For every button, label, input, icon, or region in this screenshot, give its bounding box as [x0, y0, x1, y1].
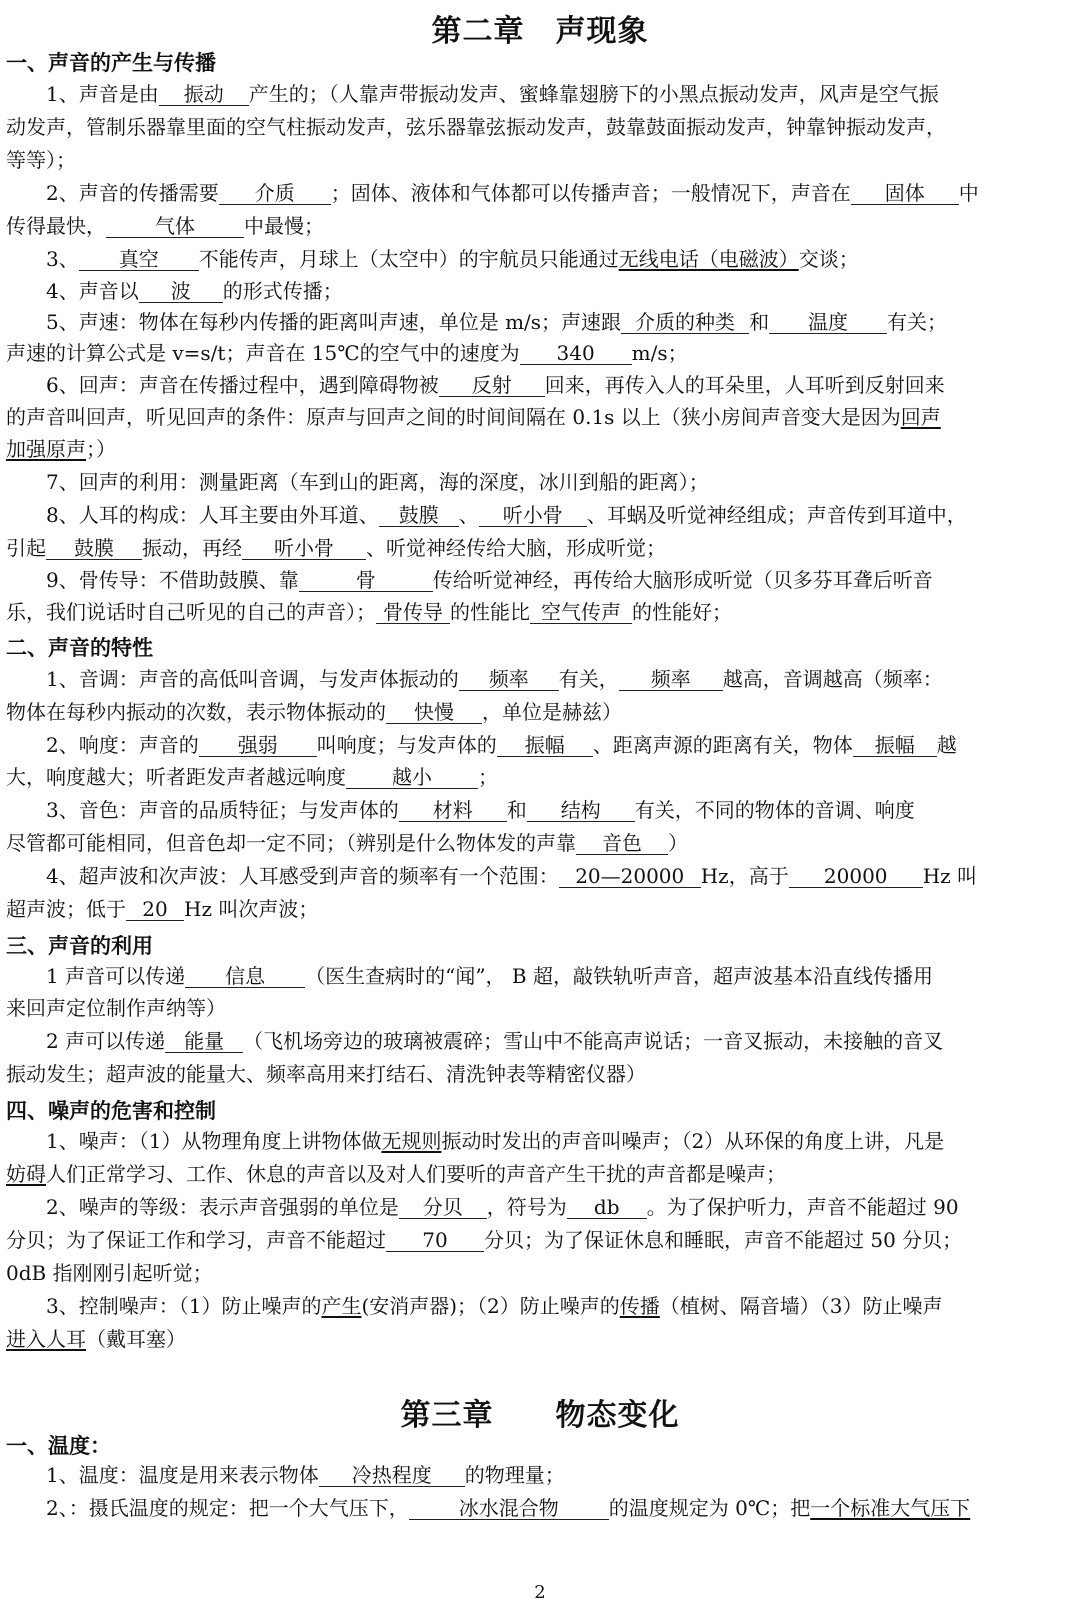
text-run: 有关； — [887, 310, 948, 334]
paragraph-line — [46, 373, 945, 397]
paragraph-line — [46, 1129, 944, 1153]
answer-blank: 波 — [139, 281, 223, 303]
answer-blank: 频率 — [459, 669, 559, 691]
text-run: ； — [478, 765, 498, 789]
answer-blank: 振动 — [159, 84, 249, 106]
text-run: 3、控制噪声：（1）防止噪声的 — [46, 1294, 322, 1318]
text-run: 中最慢； — [244, 214, 324, 238]
page-number: 2 — [534, 1582, 546, 1603]
paragraph-line — [46, 181, 979, 205]
paragraph-line — [6, 700, 622, 724]
paragraph-line — [6, 765, 498, 789]
text-run: 有关， — [558, 667, 619, 691]
text-run: 乐，我们说话时自己听见的自己的声音）； — [6, 600, 376, 624]
text-run: 产生的；（人靠声带振动发声、蜜蜂靠翅膀下的小黑点振动发声，风声是空气振 — [248, 82, 939, 106]
answer-blank: 反射 — [439, 375, 545, 397]
answer-blank: 20—20000 — [559, 866, 701, 888]
section-heading: 四、噪声的危害和控制 — [6, 1098, 216, 1123]
text-run: 2、响度：声音的 — [46, 733, 199, 757]
underlined-answer: 无规则 — [381, 1129, 442, 1153]
text-run: ；） — [86, 437, 116, 461]
answer-blank: 70 — [386, 1230, 484, 1252]
text-run: 。为了保护听力，声音不能超过 90 — [646, 1195, 959, 1219]
underlined-answer: 一个标准大气压下 — [810, 1496, 971, 1520]
text-run: 、距离声源的距离有关，物体 — [592, 733, 853, 757]
chapter-title: 第三章 物态变化 — [400, 1398, 680, 1433]
answer-blank: 介质 — [219, 183, 331, 205]
text-run: 振动时发出的声音叫噪声；（2）从环保的角度上讲，凡是 — [441, 1129, 945, 1153]
answer-blank: 20 — [126, 899, 184, 921]
paragraph-line — [46, 667, 943, 691]
text-run: 9、骨传导：不借助鼓膜、靠 — [46, 568, 299, 592]
text-run: （医生查病时的“闻”， B 超，敲铁轨听声音，超声波基本沿直线传播用 — [305, 964, 933, 988]
text-run: 的形式传播； — [222, 279, 343, 303]
text-run: 振动，再经 — [142, 536, 242, 560]
text-run: 的温度规定为 0℃；把 — [608, 1496, 811, 1520]
paragraph-line — [46, 798, 915, 822]
paragraph-line: 7、回声的利用：测量距离（车到山的距离，海的深度，冰川到船的距离）； — [46, 470, 709, 494]
text-run: 越 — [936, 733, 957, 757]
paragraph-line — [46, 1195, 959, 1219]
answer-blank: 冷热程度 — [319, 1465, 465, 1487]
text-run: 1、噪声：（1）从物理角度上讲物体做 — [46, 1129, 382, 1153]
text-run: 1、声音是由 — [46, 82, 159, 106]
text-run: ，单位是赫兹） — [482, 700, 622, 724]
underlined-answer: 进入人耳 — [6, 1327, 86, 1351]
answer-blank: 温度 — [769, 312, 887, 334]
answer-blank: 鼓膜 — [46, 538, 142, 560]
answer-blank: 骨 — [299, 570, 433, 592]
text-run: 人们正常学习、工作、休息的声音以及对人们要听的声音产生干扰的声音都是噪声； — [46, 1162, 786, 1186]
paragraph-line — [46, 310, 947, 334]
text-run: 2 声可以传递 — [46, 1029, 166, 1053]
underlined-answer: 传播 — [619, 1294, 660, 1318]
text-run: （戴耳塞） — [86, 1327, 186, 1351]
paragraph-line — [46, 247, 859, 271]
paragraph-line — [46, 733, 957, 757]
answer-blank: db — [567, 1197, 647, 1219]
text-run: 的声音叫回声，听见回声的条件：原声与回声之间的时间间隔在 0.1s 以上（狭小房间声音变大是因为 — [6, 405, 901, 429]
underlined-answer: 产生 — [321, 1294, 362, 1318]
text-run: 的性能好； — [632, 600, 732, 624]
text-run: 2、噪声的等级：表示声音强弱的单位是 — [46, 1195, 399, 1219]
text-run: 引起 — [6, 536, 46, 560]
text-run: Hz，高于 — [700, 864, 789, 888]
paragraph-line — [46, 1463, 565, 1487]
text-run: 传给听觉神经，再传给大脑形成听觉（贝多芬耳聋后听音 — [432, 568, 933, 592]
paragraph-line — [6, 437, 116, 461]
answer-blank: 介质的种类 — [621, 312, 749, 334]
section-heading: 三、声音的利用 — [6, 933, 153, 958]
paragraph-line: 振动发生；超声波的能量大、频率高用来打结石、清洗钟表等精密仪器） — [6, 1062, 646, 1086]
text-run: 越高，音调越高（频率： — [722, 667, 943, 691]
text-run: 分贝；为了保证工作和学习，声音不能超过 — [6, 1228, 386, 1252]
paragraph-line — [6, 1228, 962, 1252]
text-run: 声速的计算公式是 v=s/t；声音在 15℃的空气中的速度为 — [6, 341, 520, 365]
underlined-answer: 加强原声 — [6, 437, 86, 461]
text-run: 的性能比 — [450, 600, 530, 624]
paragraph-line — [46, 864, 977, 888]
paragraph-line: 动发声，管制乐器靠里面的空气柱振动发声，弦乐器靠弦振动发声，鼓靠鼓面振动发声，钟靠钟振动发声， — [6, 115, 946, 139]
text-run: 1 声音可以传递 — [46, 964, 186, 988]
text-run: 、耳蜗及听觉神经组成；声音传到耳道中， — [586, 503, 967, 527]
answer-blank: 强弱 — [199, 735, 317, 757]
text-run: 4、超声波和次声波：人耳感受到声音的频率有一个范围： — [46, 864, 559, 888]
answer-blank: 20000 — [789, 866, 923, 888]
answer-blank: 真空 — [79, 249, 199, 271]
text-run: 2、声音的传播需要 — [46, 181, 219, 205]
paragraph-line — [46, 568, 933, 592]
text-run: (安消声器)；（2）防止噪声的 — [361, 1294, 620, 1318]
answer-blank: 振幅 — [853, 735, 937, 757]
paragraph-line — [6, 897, 318, 921]
text-run: Hz 叫次声波； — [184, 897, 319, 921]
text-run: 1、温度：温度是用来表示物体 — [46, 1463, 319, 1487]
answer-blank: 分贝 — [399, 1197, 487, 1219]
section-heading: 一、声音的产生与传播 — [6, 50, 216, 75]
text-run: 4、声音以 — [46, 279, 139, 303]
text-run: （植树、隔音墙）（3）防止噪声 — [659, 1294, 943, 1318]
paragraph-line — [46, 1029, 943, 1053]
paragraph-line — [6, 536, 666, 560]
text-run: 超声波；低于 — [6, 897, 126, 921]
paragraph-line — [46, 279, 343, 303]
text-run: 传得最快， — [6, 214, 106, 238]
paragraph-line — [46, 1294, 943, 1318]
answer-blank: 信息 — [185, 966, 305, 988]
paragraph-line — [6, 405, 941, 429]
paragraph-line — [6, 831, 688, 855]
text-run: 中 — [958, 181, 979, 205]
paragraph-line — [46, 1496, 970, 1520]
paragraph-line — [46, 503, 967, 527]
paragraph-line: 来回声定位制作声纳等） — [6, 996, 226, 1020]
underlined-answer: 妨碍 — [6, 1162, 46, 1186]
text-run: 、听觉神经传给大脑，形成听觉； — [366, 536, 666, 560]
section-heading: 一、温度： — [6, 1433, 111, 1458]
answer-blank: 骨传导 — [376, 602, 450, 624]
text-run: 2、：摄氏温度的规定：把一个大气压下， — [46, 1496, 409, 1520]
text-run: 尽管都可能相同，但音色却一定不同；（辨别是什么物体发的声靠 — [6, 831, 576, 855]
answer-blank: 气体 — [106, 216, 244, 238]
chapter-title: 第二章 声现象 — [431, 14, 649, 49]
text-run: 分贝；为了保证休息和睡眠，声音不能超过 50 分贝； — [484, 1228, 963, 1252]
text-run: 的物理量； — [464, 1463, 565, 1487]
underlined-answer: 无线电话（电磁波） — [618, 247, 799, 271]
text-run: 1、音调：声音的高低叫音调，与发声体振动的 — [46, 667, 459, 691]
paragraph-line — [46, 964, 933, 988]
answer-blank: 340 — [520, 343, 632, 365]
answer-blank: 结构 — [527, 800, 635, 822]
paragraph-line — [6, 600, 732, 624]
paragraph-line: 0dB 指刚刚引起听觉； — [6, 1261, 213, 1285]
text-run: 和 — [749, 310, 770, 334]
text-run: 8、人耳的构成：人耳主要由外耳道、 — [46, 503, 379, 527]
text-run: 6、回声：声音在传播过程中，遇到障碍物被 — [46, 373, 439, 397]
paragraph-line — [46, 82, 939, 106]
text-run: 3、 — [46, 247, 79, 271]
answer-blank: 固体 — [851, 183, 959, 205]
answer-blank: 鼓膜 — [379, 505, 459, 527]
text-run: ，符号为 — [486, 1195, 567, 1219]
answer-blank: 能量 — [165, 1031, 243, 1053]
text-run: 叫响度；与发声体的 — [316, 733, 497, 757]
text-run: 和 — [506, 798, 527, 822]
text-run: ） — [668, 831, 688, 855]
text-run: Hz 叫 — [922, 864, 978, 888]
text-run: 3、音色：声音的品质特征；与发声体的 — [46, 798, 399, 822]
text-run: 、 — [458, 503, 479, 527]
answer-blank: 听小骨 — [479, 505, 587, 527]
answer-blank: 冰水混合物 — [409, 1498, 609, 1520]
paragraph-line: 等等）； — [6, 148, 76, 172]
text-run: 有关，不同的物体的音调、响度 — [634, 798, 915, 822]
answer-blank: 快慢 — [386, 702, 482, 724]
answer-blank: 听小骨 — [242, 538, 366, 560]
paragraph-line — [6, 1162, 786, 1186]
underlined-answer: 回声 — [900, 405, 941, 429]
answer-blank: 越小 — [346, 767, 478, 789]
answer-blank: 频率 — [619, 669, 723, 691]
text-run: 大，响度越大；听者距发声者越远响度 — [6, 765, 346, 789]
text-run: ；固体、液体和气体都可以传播声音；一般情况下，声音在 — [330, 181, 851, 205]
text-run: 5、声速：物体在每秒内传播的距离叫声速，单位是 m/s；声速跟 — [46, 310, 622, 334]
section-heading: 二、声音的特性 — [6, 635, 153, 660]
answer-blank: 空气传声 — [530, 602, 632, 624]
paragraph-line — [6, 214, 324, 238]
text-run: m/s； — [631, 341, 688, 365]
text-run: 交谈； — [798, 247, 859, 271]
text-run: 不能传声，月球上（太空中）的宇航员只能通过 — [198, 247, 619, 271]
text-run: 物体在每秒内振动的次数，表示物体振动的 — [6, 700, 386, 724]
answer-blank: 材料 — [399, 800, 507, 822]
text-run: （飞机场旁边的玻璃被震碎；雪山中不能高声说话；一音叉振动，未接触的音叉 — [243, 1029, 944, 1053]
paragraph-line — [6, 1327, 186, 1351]
answer-blank: 振幅 — [497, 735, 593, 757]
text-run: 回来，再传入人的耳朵里，人耳听到反射回来 — [544, 373, 945, 397]
paragraph-line — [6, 341, 688, 365]
answer-blank: 音色 — [576, 833, 668, 855]
